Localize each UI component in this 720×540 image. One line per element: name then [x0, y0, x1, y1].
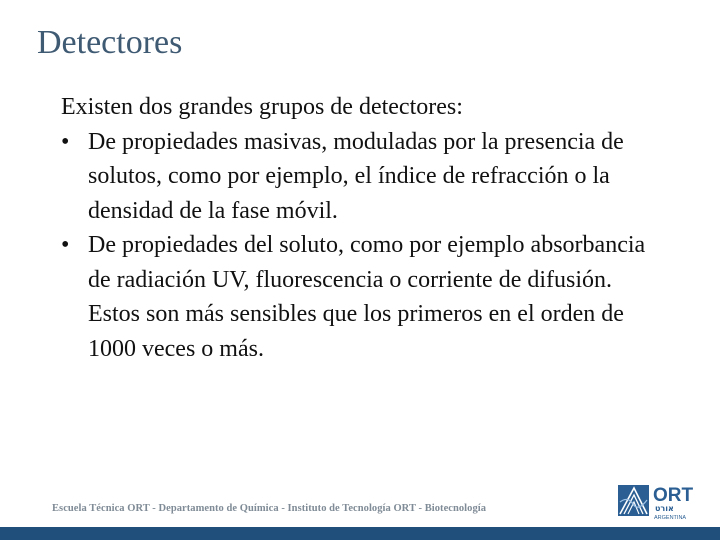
ort-logo — [618, 482, 708, 522]
intro-text: Existen dos grandes grupos de detectores: — [61, 94, 463, 120]
slide-body — [61, 90, 661, 366]
bullet-list — [61, 125, 661, 367]
bullet-marker: • — [61, 232, 70, 258]
ort-emblem-icon — [618, 485, 649, 516]
bullet-text: De propiedades masivas, moduladas por la presencia de solutos, como por ejemplo, el índice de refracción o la densidad de la fase móvil. — [88, 128, 624, 224]
footer-institution-text: Escuela Técnica ORT - Departamento de Química - Instituto de Tecnología ORT - Biotecnología — [52, 503, 487, 514]
logo-hebrew-text: אורט — [655, 504, 674, 513]
bottom-bar — [0, 527, 720, 540]
bullet-item-solute-properties — [61, 228, 661, 366]
logo-wordmark: ORT — [653, 485, 694, 506]
bullet-marker: • — [61, 128, 70, 155]
bullet-text: De propiedades del soluto, como por ejemplo absorbancia de radiación UV, fluorescencia o corriente de difusión. Estos son más sensibles que los primeros en el orden de 1000 veces o más. — [88, 232, 646, 362]
slide-title: Detectores — [37, 24, 183, 61]
bullet-item-bulk-properties — [61, 125, 661, 229]
logo-country: ARGENTINA — [654, 515, 687, 521]
